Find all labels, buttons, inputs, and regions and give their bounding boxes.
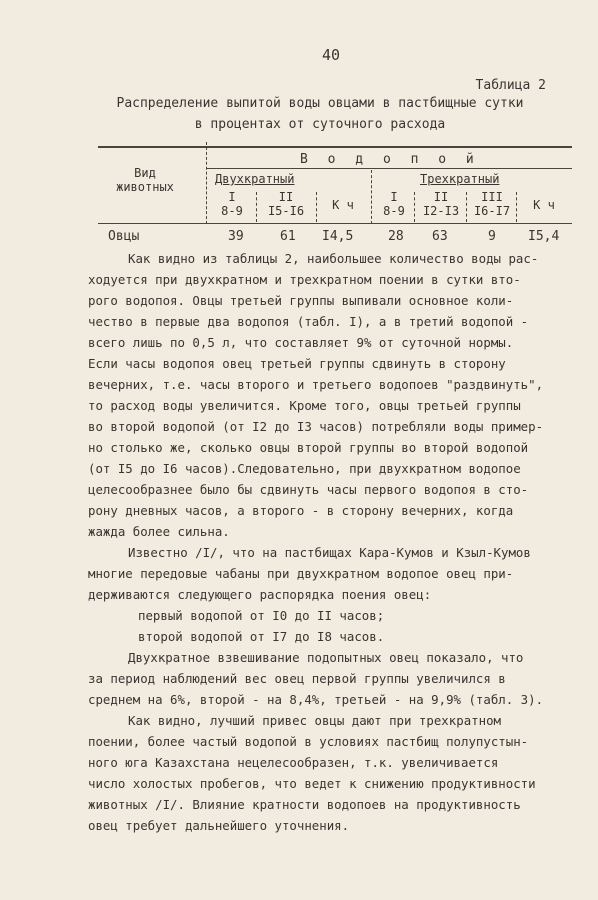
table-cell: 28 bbox=[388, 229, 404, 244]
table-cell: 9 bbox=[488, 229, 496, 244]
paragraph-line: овец требует дальнейшего уточнения. bbox=[88, 818, 350, 833]
paragraph-line: за период наблюдений вес овец первой группы увеличился в bbox=[88, 671, 506, 686]
table-cell: I5,4 bbox=[528, 229, 560, 244]
paragraph-line: вечерних, т.е. часы второго и третьего водопоев "раздвинуть", bbox=[88, 377, 544, 392]
subheader-cell: I 8-9 bbox=[221, 190, 243, 218]
page-number: 40 bbox=[322, 46, 341, 64]
paragraph-line: ного юга Казахстана нецелесообразен, т.к. увеличивается bbox=[88, 755, 499, 770]
paragraph-line: всего лишь по 0,5 л, что составляет 9% от суточной нормы. bbox=[88, 335, 514, 350]
paragraph-line: животных /I/. Влияние кратности водопоев на продуктивность bbox=[88, 797, 521, 812]
paragraph-line: среднем на 6%, второй - на 8,4%, третьей - на 9,9% (табл. 3). bbox=[88, 692, 544, 707]
header-two-times: Двухкратный bbox=[215, 172, 295, 186]
table-caption-line1: Распределение выпитой воды овцами в пастбищные сутки bbox=[116, 96, 524, 111]
paragraph-line: (от I5 до I6 часов).Следовательно, при двухкратном водопое bbox=[88, 461, 521, 476]
group-subrule bbox=[206, 168, 572, 169]
table-header-bottom-rule bbox=[98, 223, 572, 224]
paragraph-line: но столько же, сколько овцы второй группы во второй водопой bbox=[88, 440, 529, 455]
paragraph-line: Двухкратное взвешивание подопытных овец показало, что bbox=[128, 650, 524, 665]
table-cell: 63 bbox=[432, 229, 448, 244]
table-cell: 39 bbox=[228, 229, 244, 244]
subheader-cell: II I2-I3 bbox=[422, 190, 460, 218]
paragraph-line: Если часы водопоя овец третьей группы сдвинуть в сторону bbox=[88, 356, 506, 371]
table-row-name: Овцы bbox=[108, 229, 140, 244]
paragraph-line: Известно /I/, что на пастбищах Кара-Кумов и Кзыл-Кумов bbox=[128, 545, 531, 560]
paragraph-line: жажда более сильна. bbox=[88, 524, 230, 539]
header-three-times: Трехкратный bbox=[420, 172, 500, 186]
paragraph-line: второй водопой от I7 до I8 часов. bbox=[138, 629, 385, 644]
paragraph-line: поении, более частый водопой в условиях пастбищ полупустын- bbox=[88, 734, 529, 749]
table-caption-line2: в процентах от суточного расхода bbox=[194, 117, 446, 132]
paragraph-line: ходуется при двухкратном и трехкратном поении в сутки вто- bbox=[88, 272, 521, 287]
body-text bbox=[88, 248, 578, 836]
table-label: Таблица 2 bbox=[475, 78, 546, 93]
paragraph-line: Как видно из таблицы 2, наибольшее количество воды рас- bbox=[128, 251, 539, 266]
table-cell: 61 bbox=[280, 229, 296, 244]
paragraph-line: целесообразнее было бы сдвинуть часы первого водопоя в сто- bbox=[88, 482, 529, 497]
subheader-cell: I 8-9 bbox=[383, 190, 405, 218]
paragraph-line: рого водопоя. Овцы третьей группы выпивали основное коли- bbox=[88, 293, 514, 308]
paragraph-line: число холостых пробегов, что ведет к снижению продуктивности bbox=[88, 776, 536, 791]
subheader-cell: К ч bbox=[332, 198, 354, 212]
paragraph-line: многие передовые чабаны при двухкратном водопое овец при- bbox=[88, 566, 514, 581]
paragraph-line: чество в первые два водопоя (табл. I), а в третий водопой - bbox=[88, 314, 529, 329]
paragraph-line: во второй водопой (от I2 до I3 часов) потребляли воды пример- bbox=[88, 419, 544, 434]
table-cell: I4,5 bbox=[322, 229, 354, 244]
paragraph-line: Как видно, лучший привес овцы дают при трехкратном bbox=[128, 713, 501, 728]
paragraph-line: рону дневных часов, а второго - в сторону вечерних, когда bbox=[88, 503, 514, 518]
paragraph-line: то расход воды увеличится. Кроме того, овцы третьей группы bbox=[88, 398, 521, 413]
subheader-cell: II I5-I6 bbox=[267, 190, 305, 218]
subheader-cell: К ч bbox=[533, 198, 555, 212]
group-header-water: В о д о п о й bbox=[300, 152, 480, 167]
column-species-header: Вид животных bbox=[116, 166, 174, 194]
paragraph-line: первый водопой от I0 до II часов; bbox=[138, 608, 385, 623]
paragraph-line: держиваются следующего распорядка поения овец: bbox=[88, 587, 432, 602]
subheader-cell: III I6-I7 bbox=[473, 190, 511, 218]
table-top-rule bbox=[98, 146, 572, 148]
